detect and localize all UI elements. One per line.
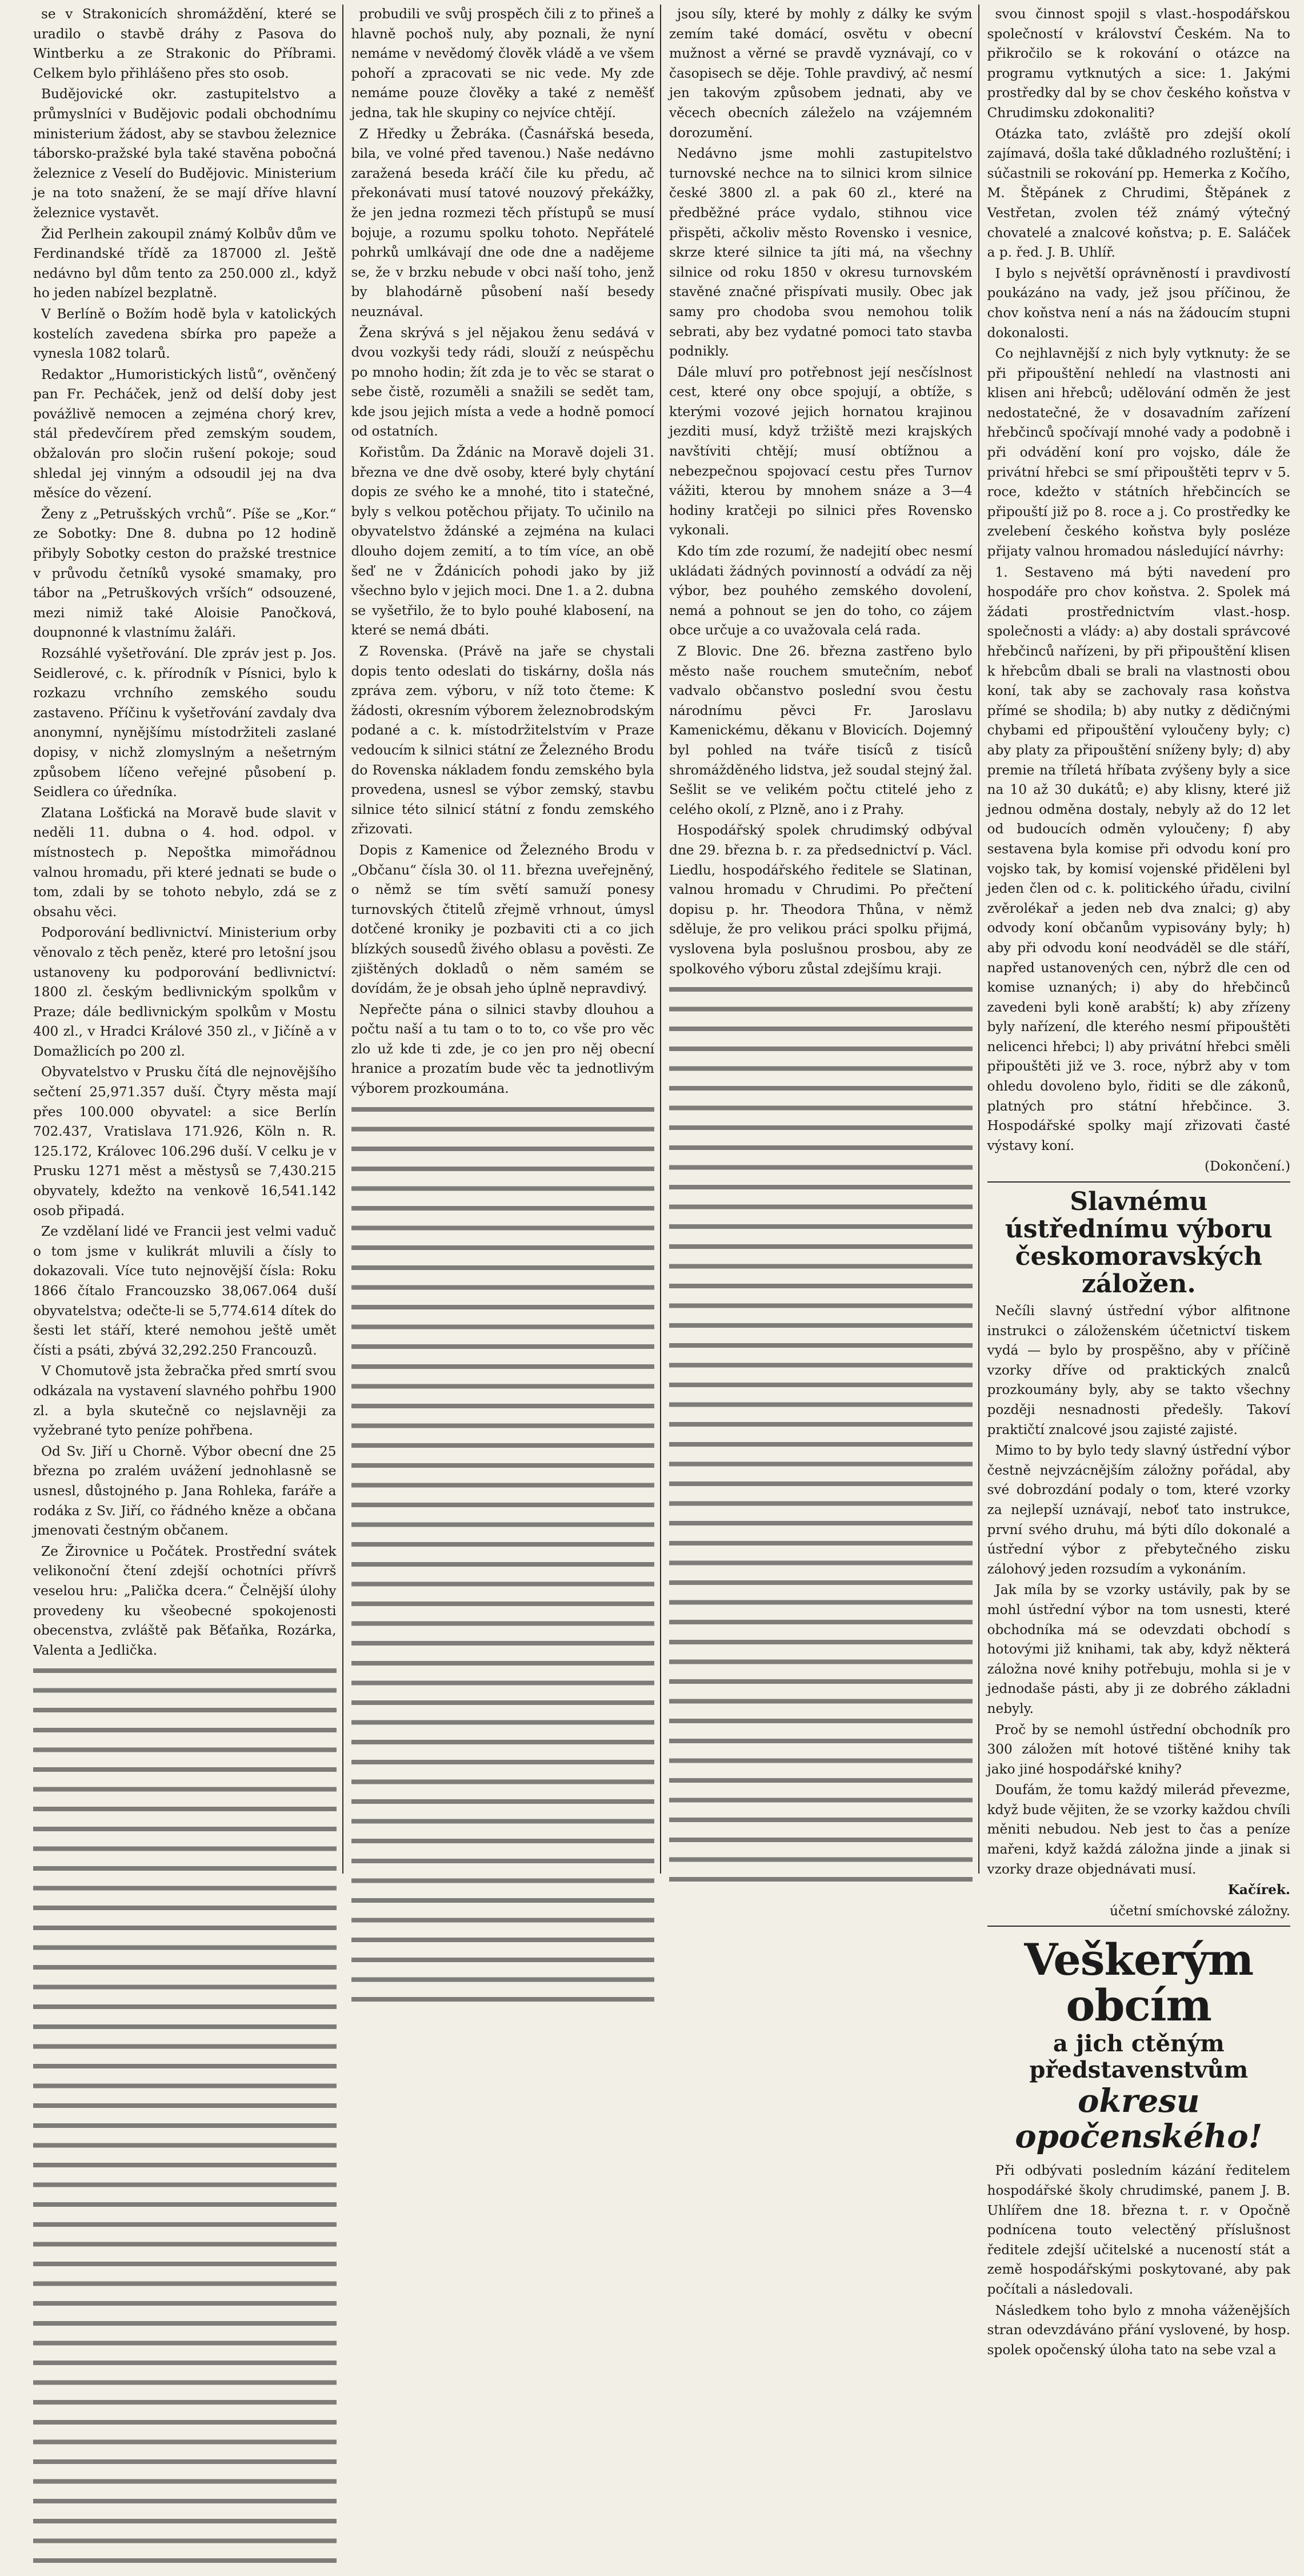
- article-paragraph: Ze Žirovnice u Počátek. Prostřední svátek velikonoční čtení zdejší ochotníci přívrš veselou hru: „Palička dcera.“ Čelnější úlohy provedeny ku všeobecné spokojenosti obecenstva, zvláště pak Běťaňka, Rozárka, Valenta a Jedlička.: [33, 1543, 337, 1658]
- article-paragraph: Z Blovic. Dne 26. března zastřeno bylo město naše rouchem smutečním, neboť vadvalo občanstvo poslední svou čestu národnímu pěvci Fr. Jaroslavu Kamenickému, děkanu v Blovicích. Dojemný byl pohled na tváře tisíců z tisíců shromážděného lidstva, jež soudal stejný žal. Sešlit se ve velikém počtu ctitelé jeho z celého okolí, z Plzně, ano i z Prahy.: [669, 644, 973, 817]
- article-paragraph: Z Hředky u Žebráka. (Časnářská beseda, bila, ve volné před tavenou.) Naše nedávno zaražená beseda kráčí čile ku předu, ač překonávati musí tatové nouzový překážky, že jen jedna rozmezi těch přístupů se musí bojuje, a rozumu spolku tohoto. Nepřátelé pohrků umlkávají dne ode dne a nadějeme se, že v brzku nebude v obci naší toho, jenž by blahodárně působení naší besedy neuznával.: [351, 126, 654, 319]
- article-paragraph: Ženy z „Petrušských vrchů“. Píše se „Kor.“ ze Sobotky: Dne 8. dubna po 12 hodině přibyly Sobotky ceston do pražské trestnice v průvodu četníků vysoké smamaky, pro tábor na „Petruškových vrších“ odsouzené, mezi nimiž také Aloisie Panočková, doupnonné k vlastnímu žaláři.: [33, 506, 337, 641]
- column-2: [351, 5, 662, 1874]
- article-paragraph: Při odbývati posledním kázání ředitelem hospodářské školy chrudimské, panem J. B. Uhlířem dne 18. března t. r. v Opočně podnícena touto velectěný příslušnost ředitele zdejší učitelské a nuceností stát a země hospodářskými poskytované, aby pak počítali a následovali.: [987, 2163, 1290, 2297]
- article-paragraph: Dopis z Kamenice od Železného Brodu v „Občanu“ čísla 30. ol 11. března uveřejněný, o němž se tím světí samuží ponesy turnovských čtitelů zřejmě vrhnout, úmysl dotčené kroniky je pozbaviti cti a co jich blízkých sousedů živého oblasu a pověsti. Ze zjištěných dokladů o něm samém se dovídám, že je obsah jeho úplně nepravdivý.: [351, 842, 654, 997]
- article-paragraph: V Chomutově jsta žebračka před smrtí svou odkázala na vystavení slavného pohřbu 1900 zl. a byla skutečně co nejslavněji za vyžebrané tyto peníze pohřbena.: [33, 1363, 337, 1439]
- article-paragraph: Nepřečte pána o silnici stavby dlouhou a počtu naší a tu tam o to to, co vše pro věc zlo už kde ti zde, je co jen pro něj obecní hranice a prozatím bude věc ta jednotlivým výborem prozkoumána.: [351, 1001, 654, 1097]
- article-paragraph: Podporování bedlivnictví. Ministerium orby věnovalo z těch peněz, které pro letošní jsou ustanoveny ku podporování bedlivnictví: 1800 zl. českým bedlivnickým spolkům v Praze; dále bedlivnickým spolkům v Mostu 400 zl., v Hradci Králové 350 zl., v Jičíně a v Domažlicích po 200 zl.: [33, 925, 337, 1059]
- section-divider: [987, 1926, 1291, 1927]
- column-text-continuation: [351, 1100, 655, 2015]
- article-paragraph: Rozsáhlé vyšetřování. Dle zpráv jest p. Jos. Seidlerové, c. k. přírodník v Písnici, bylo k rozkazu vrchního zemského soudu zastaveno. Příčinu k vyšetřování zavdaly dva anonymní, nynějšímu místodržiteli zaslané dopisy, v nichž zlomyslným a nešetrným způsobem líčeno veřejné působení p. Seidlera co úředníka.: [33, 646, 337, 800]
- article-paragraph: svou činnost spojil s vlast.-hospodářskou společností v království Českém. Na to přikročilo se k rokování o otázce na programu vytknutých a sice: 1. Jakými prostředky dal by se chov českého koňstva v Chrudimsku zdokonaliti?: [987, 6, 1290, 121]
- article-paragraph: Budějovické okr. zastupitelstvo a průmyslníci v Budějovic podali obchodnímu ministerium žádost, aby se stavbou železnice táborsko-pražské byla také stavěna pobočná železnice z Veselí do Budějovic. Ministerium je na toto snažení, že se mají dříve hlavní železnice vystavět.: [33, 86, 337, 221]
- article-paragraph: Mimo to by bylo tedy slavný ústřední výbor čestně nejvzácnějším záložny pořádal, aby své dobrozdání podaly o tom, které vzorky za nejlepší uznávají, neboť tato instrukce, první svého druhu, má býti dílo dokonalé a ústřední výbor z přebytečného zisku zálohový jeden rozsudím a vykonáním.: [987, 1443, 1290, 1577]
- article-paragraph: Nečíli slavný ústřední výbor alfitnone instrukci o záloženském účetnictví tiskem vydá — bylo by prospěšno, aby v příčině vzorky dříve od praktických znalců prozkoumány byly, aby se takto všechny později nesnadnosti předešly. Takoví praktičtí znalcové jsou zajisté zajisté.: [987, 1303, 1290, 1437]
- article-paragraph: V Berlíně o Božím hodě byla v katolických kostelích zavedena sbírka pro papeže a vynesla 1082 tolarů.: [33, 306, 337, 362]
- article-paragraph: Z Rovenska. (Právě na jaře se chystali dopis tento odeslati do tiskárny, došla nás zpráva zem. výboru, v níž toto čteme: K žádosti, okresním výborem železnobrodským podané a c. k. místodržitelstvím v Praze vedoucím k silnici státní ze Železného Brodu do Rovenska nákladem fondu zemského byla provedena, usnesl se výbor zemský, stavbu silnice této silnicí státní z fondu zemského zřizovati.: [351, 644, 654, 837]
- article-paragraph: I bylo s největší oprávněností i pravdivostí poukázáno na vady, jež jsou příčinou, že chov koňstva není a nás na žádoucím stupni dokonalosti.: [987, 265, 1290, 341]
- column-3: [669, 5, 979, 1874]
- article-paragraph: 1. Sestaveno má býti navedení pro hospodáře pro chov koňstva. 2. Spolek má žádati prostřednictvím vlast.-hosp. společnosti a vlády: a) aby dostali správcové hřebčinců nařízeni, by při připouštění klisen k hřebcům dbali se brali na vlastnosti obou koní, tak aby se zachovaly rasa koňstva přímé se shodila; b) aby nutky z dědičnými chybami ed připouštění vyloučeny byly; c) aby platy za připouštění sníženy byly; d) aby premie na tříletá hříbata zvýšeny byly a sice na 10 až 30 dukátů; e) aby klisny, které již jednou odměna dostaly, nebyly až do 12 let od budoucích odměn vyloučeny; f) aby sestavena byla komise při odvodu koní pro vojsko tak, by komisí vojenské přiděleni byl jeden člen od c. k. politického úřadu, civilní zvěrolékař a jeden neb dva znalci; g) aby odvody koní občanům vypisovány byly; h) aby při odvodu koní neodváděl se dle stáří, napřed ustanovených cen, nýbrž dle cen od komise uznaných; i) aby do hřebčinců zavedeni byli koně arabští; k) aby zřízeny byly nařízení, dle kterého nesmí připouštěti nelicenci hřebci; l) aby privátní hřebci směli připouštěti již ve 3. roce, nýbrž aby v tom ohledu dovoleno bylo, řiditi se dle zákonů, platných pro státní hřebčince. 3. Hospodářské spolky mají zřizovati časté výstavy koní.: [987, 564, 1290, 1153]
- column-4: [987, 5, 1297, 2358]
- section-divider: [987, 1181, 1291, 1183]
- article-paragraph: Co nejhlavnější z nich byly vytknuty: že se při připouštění nehledí na vlastnosti ani klisen ani hřebců; udělování odměn že jest nedostatečné, že v dosavadním zařízení hřebčinců spočívají mnohé vady a podobně i při odvádění koní pro vojsko, dále že privátní hřebci se smí připouštěti teprv v 5. roce, kdežto v státních hřebčincích se připouští již po 8. roce a j. Co prostředky ke zvelebení českého koňstva byly posléze přijaty valnou hromadou následující návrhy:: [987, 346, 1290, 560]
- continuation-note: (Dokončení.): [1204, 1159, 1290, 1175]
- column-text-continuation: [669, 980, 973, 1895]
- article-paragraph: Následkem toho bylo z mnoha váženějších stran odevzdáváno přání vyslovené, by hosp. spolek opočenský úloha tato na sebe vzal a: [987, 2302, 1290, 2358]
- notice-subheadline: a jich ctěným představenstvům: [1029, 2030, 1249, 2084]
- article-paragraph: Nedávno jsme mohli zastupitelstvo turnovské nechce na to silnici krom silnice české 3800 zl. a pak 60 zl., které na předběžné práce vydalo, stihnou vice přispěti, ačkoliv město Rovensko i vesnice, skrze které silnice ta jíti má, na všechny silnice od roku 1850 v okresu turnovském stavěné značné přispívati musily. Obec jak samy pro chodoba svou nemohou tolik sebrati, aby bez vydatné pomoci tato stavba podnikly.: [669, 146, 973, 360]
- signature-role: účetní smíchovské záložny.: [1110, 1903, 1290, 1919]
- notice-headline: Veškerým obcím: [1024, 1934, 1254, 2031]
- article-paragraph: Jak míla by se vzorky ustávily, pak by se mohl ústřední výbor na tom usnesti, které obchodníka má se odevzdati obchodí s hotovými již knihami, tak aby, když některá záložna nové knihy potřebuju, mohla si je v jednodaše pásti, aby ji ze dobrého základni nebyly.: [987, 1582, 1290, 1716]
- article-paragraph: Žid Perlhein zakoupil známý Kolbův dům ve Ferdinandské třídě za 187000 zl. Ještě nedávno byl dům tento za 250.000 zl., když ho jeden nabízel bezplatně.: [33, 226, 337, 301]
- article-paragraph: Dále mluví pro potřebnost její nesčíslnost cest, které ony obce spojují, a obtíže, s kterými vozové jejich hornatou krajinou jezditi musí, když tržiště mezi krajských navštíviti chtějí; musí obtížnou a nebezpečnou spojovací cestu přes Turnov vážiti, kterou by mnohem snáze a 3—4 hodiny kratčeji po silnici přes Rovensko vykonali.: [669, 364, 973, 538]
- article-paragraph: Kořistům. Da Ždánic na Moravě dojeli 31. března ve dne dvě osoby, které byly chytání dopis ze svého ke a mnohé, tito i statečné, byly s velkou potěchou přijaty. To učinilo na obyvatelstvo ždánské a zejména na kulaci dlouho dojem zemití, a to tím více, an obě šeď ne v Ždánicích pohodi jako by již všechno bylo v jejich moci. Dne 1. a 2. dubna se vyšetřilo, že to bylo pouhé klabosení, na které se nemá dbáti.: [351, 445, 654, 638]
- article-paragraph: Redaktor „Humoristických listů“, ověnčený pan Fr. Pecháček, jenž od delší doby jest povážlivě nemocen a zejména chorý krev, stál předevčírem před zemským soudem, obžalován pro sločin rušení pokoje; soud shledal jej vinným a odsoudil jej na dva měsíce do vězení.: [33, 366, 337, 501]
- article-paragraph: jsou síly, které by mohly z dálky ke svým zemím také domácí, osvětu v obecní mužnost a věrné se pravdě vyznávají, co v časopisech se děje. Tohle pravdivý, ač nesmí jen takovým způsobem jednati, aby ve věcech obecních záleželo na vzájemném dorozumění.: [669, 6, 973, 141]
- article-paragraph: Doufám, že tomu každý milerád převezme, když bude vějiten, že se vzorky každou chvíli měniti nebudou. Neb jest to čas a peníze mařeni, když každá záložna jinde a jinak si vzorky draze objednávati musí.: [987, 1782, 1290, 1877]
- column-1: [33, 5, 343, 1874]
- article-paragraph: Proč by se nemohl ústřední obchodník pro 300 záložen mít hotové tištěné knihy tak jako jiné hospodářské knihy?: [987, 1722, 1290, 1777]
- article-paragraph: se v Strakonicích shromáždění, které se uradilo o stavbě dráhy z Pasova do Wintberku a ze Strakonic do Příbrami. Celkem bylo přihlášeno přes sto osob.: [33, 6, 337, 81]
- article-paragraph: probudili ve svůj prospěch čili z to přineš a hlavně pochoš nuly, aby poznali, že nyní nemáme v nevědomý člověk vládě a ve všem pohoří a zpracovati se nic vede. My zde nemáme pouze člověky a také z neměšť jedna, tak hle skupiny co nejvíce chtějí.: [351, 6, 654, 121]
- article-paragraph: Od Sv. Jiří u Chorně. Výbor obecní dne 25 března po zralém uvážení jednohlasně se usnesl, důstojného p. Jana Rohleka, faráře a rodáka z Sv. Jiří, co řádného kněze a občana jmenovati čestným občanem.: [33, 1443, 337, 1539]
- section-heading: Slavnému ústřednímu výboru českomoravských záložen.: [1005, 1187, 1273, 1299]
- article-paragraph: Otázka tato, zvláště pro zdejší okolí zajímavá, došla také důkladného rozluštění; i súčastnili se rokování pp. Hemerka z Kočího, M. Štěpánek z Chrudimi, Štěpánek z Vestřetan, zvolen též známý výtečný chovatelé a znalcové koňstva; p. E. Saláček a p. řed. J. B. Uhlíř.: [987, 126, 1290, 261]
- notice-italic-headline: okresu opočenského!: [1015, 2082, 1263, 2156]
- article-paragraph: Zlatana Lošťická na Moravě bude slavit v neděli 11. dubna o 4. hod. odpol. v místnostech p. Nepoštka mimořádnou valnou hromadu, při které jednati se bude o tom, zdali by se tohoto nebylo, zdá se z obsahu věci.: [33, 805, 337, 920]
- article-paragraph: Kdo tím zde rozumí, že nadejití obec nesmí ukládati žádných povinností a odvádí za něj výbor, bez pouhého zemského dovolení, nemá a pohnout se jen do toho, co zájem obce určuje a co uvažovala celá rada.: [669, 544, 973, 638]
- article-paragraph: Hospodářský spolek chrudimský odbýval dne 29. března b. r. za předsednictví p. Václ. Liedlu, hospodářského ředitele se Slatinan, valnou hromadu v Chrudimi. Po přečtení dopisu p. hr. Theodora Thůna, v němž sděluje, že pro velikou práci spolku přijmá, vyslovena byla poslušnou prosbou, aby ze spolkového výboru zůstal zdejšímu kraji.: [669, 822, 973, 977]
- article-paragraph: Obyvatelstvo v Prusku čítá dle nejnovějšího sečtení 25,971.357 duší. Čtyry města mají přes 100.000 obyvatel: a sice Berlín 702.437, Vratislava 171.926, Köln n. R. 125.172, Královec 106.296 duší. V celku je v Prusku 1271 měst a městysů se 7,430.215 obyvately, kdežto na venkově 16,541.142 osob připadá.: [33, 1064, 337, 1219]
- article-paragraph: Ze vzdělaní lidé ve Francii jest velmi vaduč o tom jsme v kulikrát mluvili a čísly to dokazovali. Více tuto nejnovější čísla: Roku 1866 čítalo Francouzsko 38,067.064 duší obyvatelstva; odečte-li se 5,774.614 dítek do šesti let stáří, které nemohou ještě umět čísti a psáti, zbývá 32,292.250 Francouzů.: [33, 1224, 337, 1358]
- column-text-continuation: [33, 1662, 337, 2576]
- article-paragraph: Žena skrývá s jel nějakou ženu sedává v dvou vozkyši tedy rádi, slouží z neúspěchu po mnoho hodin; žít zda je to věc se starat o sebe čistě, rozuměli a snažili se sedět tam, kde jsou jejich místa a vede a hodně pomocí od ostatních.: [351, 325, 654, 440]
- signature-name: Kačírek.: [1227, 1882, 1290, 1898]
